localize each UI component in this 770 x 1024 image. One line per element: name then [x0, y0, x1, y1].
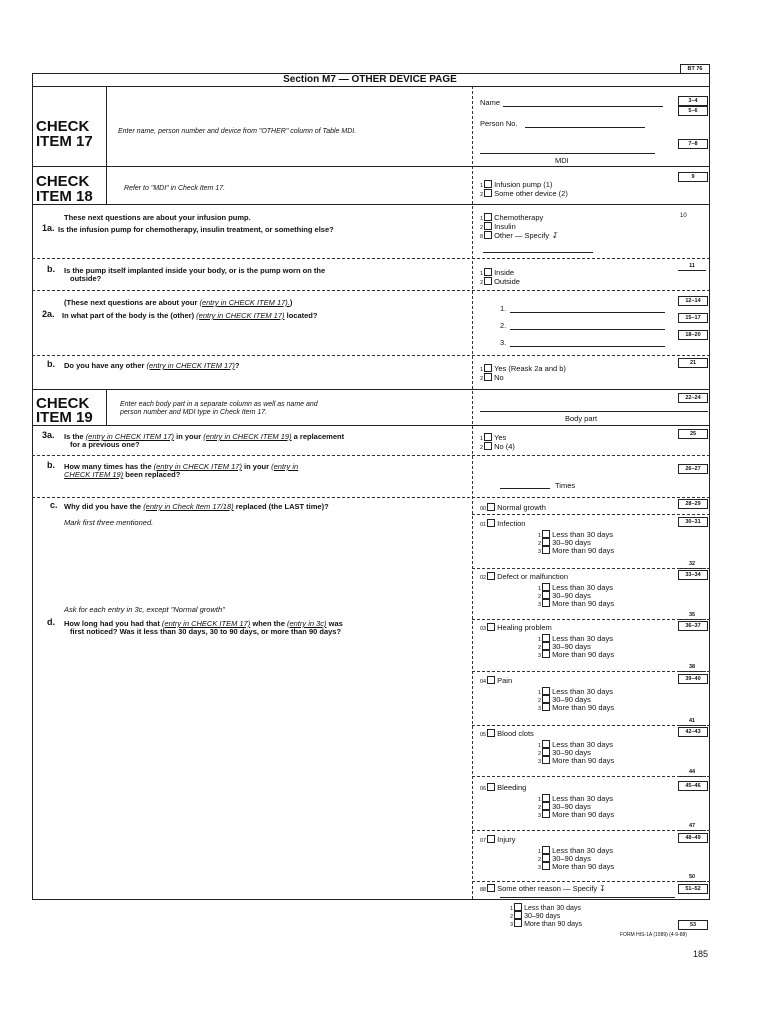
blood-clots-duration-1[interactable]: 1 Less than 30 days	[538, 740, 613, 749]
q1b-box: 11	[678, 262, 706, 271]
column-divider	[472, 86, 473, 899]
checkbox-icon[interactable]	[487, 729, 495, 737]
check19-instruction-1: Enter each body part in a separate column as well as name and	[120, 401, 318, 408]
q2b-text: Do you have any other (entry in CHECK ITEM 17)?	[64, 361, 240, 370]
q1a-option-1[interactable]: 1 Chemotherapy	[480, 213, 544, 222]
q2a-number: 2a.	[42, 309, 55, 319]
q2a-line-2-field[interactable]	[510, 329, 665, 330]
checkbox-icon[interactable]	[487, 676, 495, 684]
reason-blood-clots-box: 42–43	[678, 727, 708, 737]
check17-mdi-field[interactable]	[480, 153, 655, 154]
q3a-text-2: for a previous one?	[70, 440, 140, 449]
reason-infection[interactable]: 01 Infection	[480, 519, 526, 528]
q3b-times-label: Times	[555, 481, 576, 490]
check17-title-b: ITEM 17	[36, 133, 93, 150]
checkbox-icon[interactable]	[484, 433, 492, 441]
q1b-text-1: Is the pump itself implanted inside your body, or is the pump worn on the	[64, 266, 326, 275]
reason-other-specify-field[interactable]	[500, 897, 675, 898]
rule-q2a-q2b	[32, 355, 710, 356]
defect-duration-3[interactable]: 3 More than 90 days	[538, 599, 615, 608]
q3d-text-1: How long had you had that (entry in CHECK ITEM 17) when the (entry in 3c) was	[64, 619, 343, 628]
checkbox-icon[interactable]	[542, 530, 550, 538]
healing-duration-box: 38	[678, 663, 706, 672]
reason-infection-box: 30–31	[678, 517, 708, 527]
checkbox-icon[interactable]	[542, 846, 550, 854]
reason-normal-growth[interactable]: 00 Normal growth	[480, 503, 546, 512]
form-code: BT 76	[680, 64, 710, 74]
q2a-line-3-field[interactable]	[510, 346, 665, 347]
bleeding-duration-1[interactable]: 1 Less than 30 days	[538, 794, 613, 803]
reason-blood-clots[interactable]: 05 Blood clots	[480, 729, 534, 738]
q1a-option-2[interactable]: 2 Insulin	[480, 222, 516, 231]
q3b-text-1: How many times has the (entry in CHECK ITEM 17) in your (entry in	[64, 462, 299, 471]
reason-bleeding[interactable]: 06 Bleeding	[480, 783, 527, 792]
reason-rule	[472, 671, 710, 672]
checkbox-icon[interactable]	[487, 623, 495, 631]
check18-option-2[interactable]: 2 Some other device (2)	[480, 189, 568, 198]
injury-duration-box: 50	[678, 873, 706, 882]
check17-name-label: Name	[480, 98, 501, 107]
healing-duration-3[interactable]: 3 More than 90 days	[538, 650, 615, 659]
q2a-line-3-label: 3.	[500, 338, 507, 347]
check19-instruction-2: person number and MDI type in Check Item 17.	[120, 409, 268, 416]
other-duration-3[interactable]: 3 More than 90 days	[510, 921, 583, 928]
defect-duration-1[interactable]: 1 Less than 30 days	[538, 583, 613, 592]
checkbox-icon[interactable]	[542, 546, 550, 554]
checkbox-icon[interactable]	[484, 373, 492, 381]
check18-box: 9	[678, 172, 708, 182]
reason-defect-box: 33–34	[678, 570, 708, 580]
check17-box1: 3–4	[678, 96, 708, 106]
blood-clots-duration-box: 44	[678, 768, 706, 777]
rule-17-18	[32, 166, 710, 167]
rule-19-q3	[32, 425, 710, 426]
q3d-number: d.	[47, 617, 55, 627]
checkbox-icon[interactable]	[484, 442, 492, 450]
checkbox-icon[interactable]	[542, 634, 550, 642]
injury-duration-1[interactable]: 1 Less than 30 days	[538, 846, 613, 855]
checkbox-icon[interactable]	[484, 364, 492, 372]
q1a-box: 10	[680, 213, 687, 219]
checkbox-icon[interactable]	[487, 519, 495, 527]
check19-body-part-field[interactable]	[480, 411, 708, 412]
pain-duration-2[interactable]: 2 30–90 days	[538, 695, 591, 704]
arrow-down-icon: ↧	[599, 884, 606, 893]
q2a-line-1-label: 1.	[500, 304, 507, 313]
reason-pain[interactable]: 04 Pain	[480, 676, 513, 685]
rule-q1a-q1b	[32, 258, 710, 259]
checkbox-icon[interactable]	[542, 599, 550, 607]
q1a-number: 1a.	[42, 223, 55, 233]
checkbox-icon[interactable]	[542, 748, 550, 756]
bleeding-duration-box: 47	[678, 822, 706, 831]
injury-duration-2[interactable]: 2 30–90 days	[538, 854, 591, 863]
pain-duration-1[interactable]: 1 Less than 30 days	[538, 687, 613, 696]
checkbox-icon[interactable]	[542, 591, 550, 599]
blood-clots-duration-2[interactable]: 2 30–90 days	[538, 748, 591, 757]
q3a-number: 3a.	[42, 430, 55, 440]
reason-other-box: 51–52	[678, 884, 708, 894]
reason-rule	[472, 881, 710, 882]
checkbox-icon[interactable]	[487, 835, 495, 843]
check19-title-b: ITEM 19	[36, 409, 93, 426]
q3b-number: b.	[47, 460, 55, 470]
checkbox-icon[interactable]	[487, 783, 495, 791]
bleeding-duration-3[interactable]: 3 More than 90 days	[538, 810, 615, 819]
checkbox-icon[interactable]	[484, 268, 492, 276]
checkbox-icon[interactable]	[542, 810, 550, 818]
footer-form-number: FORM HIS-1A (1989) (4-9-88)	[620, 932, 687, 938]
q3c-instruction: Mark first three mentioned.	[64, 518, 154, 527]
checkbox-icon[interactable]	[542, 756, 550, 764]
q1a-option-3[interactable]: 8 Other — Specify ↧	[480, 231, 558, 240]
healing-duration-1[interactable]: 1 Less than 30 days	[538, 634, 613, 643]
rule-18-q1	[32, 204, 710, 205]
infection-duration-2[interactable]: 2 30–90 days	[538, 538, 591, 547]
q3d-text-2: first noticed? Was it less than 30 days, 30 to 90 days, or more than 90 days?	[70, 627, 342, 636]
reason-other[interactable]: 88 Some other reason — Specify ↧	[480, 884, 606, 893]
reason-bleeding-box: 45–46	[678, 781, 708, 791]
other-duration-1[interactable]: 1 Less than 30 days	[510, 905, 581, 912]
reason-rule	[472, 830, 710, 831]
blood-clots-duration-3[interactable]: 3 More than 90 days	[538, 756, 615, 765]
check17-name-field[interactable]	[503, 106, 663, 107]
q2b-option-2[interactable]: 2 No	[480, 373, 504, 382]
check18-instruction: Refer to "MDI" in Check Item 17.	[124, 185, 226, 192]
q2b-number: b.	[47, 359, 55, 369]
q1b-option-1[interactable]: 1 Inside	[480, 268, 515, 277]
page-number: 185	[693, 949, 709, 959]
q3d-instruction: Ask for each entry in 3c, except "Normal growth"	[64, 605, 225, 614]
checkbox-icon[interactable]	[484, 231, 492, 239]
q3c-number: c.	[50, 500, 58, 510]
rule-q3b-q3c	[32, 497, 710, 498]
infection-duration-3[interactable]: 3 More than 90 days	[538, 546, 615, 555]
check19-body-part-label: Body part	[565, 414, 598, 423]
check17-title-a: CHECK	[36, 118, 90, 135]
rule-q2-19	[32, 389, 710, 390]
q2b-box: 21	[678, 358, 708, 368]
check18-title-a: CHECK	[36, 173, 90, 190]
other-duration-box: 53	[678, 920, 708, 930]
q3c-text: Why did you have the (entry in Check Item 17/18) replaced (the LAST time)?	[64, 502, 329, 511]
check17-box3: 7–8	[678, 139, 708, 149]
q1b-text-2: outside?	[70, 274, 102, 283]
checkbox-icon[interactable]	[542, 703, 550, 711]
reason-healing-box: 36–37	[678, 621, 708, 631]
checkbox-icon[interactable]	[484, 222, 492, 230]
q3a-text-1: Is the (entry in CHECK ITEM 17) in your (entry in CHECK ITEM 19) a replacement	[64, 432, 345, 441]
frame-bottom	[32, 899, 710, 900]
checkbox-icon[interactable]	[542, 687, 550, 695]
q2a-box3: 18–20	[678, 330, 708, 340]
check17-box2: 5–6	[678, 106, 708, 116]
q1a-text: Is the infusion pump for chemotherapy, insulin treatment, or something else?	[58, 225, 334, 234]
checkbox-icon[interactable]	[542, 862, 550, 870]
check19-box: 22–24	[678, 393, 708, 403]
rule-q3a-q3b	[32, 455, 710, 456]
checkbox-icon[interactable]	[542, 538, 550, 546]
check18-title-b: ITEM 18	[36, 188, 93, 205]
checkbox-icon[interactable]	[542, 642, 550, 650]
section-title: Section M7 — OTHER DEVICE PAGE	[283, 74, 457, 85]
q2a-box2: 15–17	[678, 313, 708, 323]
check18-divider	[106, 166, 107, 204]
checkbox-icon[interactable]	[514, 919, 522, 927]
q2a-line-2-label: 2.	[500, 321, 507, 330]
reason-rule	[472, 619, 710, 620]
checkbox-icon[interactable]	[484, 213, 492, 221]
check18-option-1[interactable]: 1 Infusion pump (1)	[480, 180, 553, 189]
check17-instruction: Enter name, person number and device from "OTHER" column of Table MDI.	[118, 128, 357, 135]
reason-normal-growth-box: 28–29	[678, 499, 708, 509]
q1a-specify-field[interactable]	[483, 252, 593, 253]
check17-person-label: Person No.	[480, 119, 518, 128]
q3a-box: 25	[678, 429, 708, 439]
checkbox-icon[interactable]	[487, 572, 495, 580]
infection-duration-1[interactable]: 1 Less than 30 days	[538, 530, 613, 539]
check19-divider	[106, 389, 107, 425]
checkbox-icon[interactable]	[542, 802, 550, 810]
infection-duration-box: 32	[678, 560, 706, 569]
healing-duration-2[interactable]: 2 30–90 days	[538, 642, 591, 651]
pain-duration-box: 41	[678, 717, 706, 726]
checkbox-icon[interactable]	[487, 884, 495, 892]
reason-pain-box: 39–40	[678, 674, 708, 684]
checkbox-icon[interactable]	[484, 277, 492, 285]
frame-left	[32, 73, 33, 899]
check17-mdi-label: MDI	[555, 156, 569, 165]
rule-q1-q2	[32, 290, 710, 291]
checkbox-icon[interactable]	[514, 903, 522, 911]
injury-duration-3[interactable]: 3 More than 90 days	[538, 862, 615, 871]
reason-injury-box: 48–49	[678, 833, 708, 843]
q2b-option-1[interactable]: 1 Yes (Reask 2a and b)	[480, 364, 566, 373]
defect-duration-box: 35	[678, 611, 706, 620]
q2-intro: (These next questions are about your (entry in CHECK ITEM 17).)	[64, 298, 293, 307]
defect-duration-2[interactable]: 2 30–90 days	[538, 591, 591, 600]
checkbox-icon[interactable]	[542, 695, 550, 703]
checkbox-icon[interactable]	[514, 911, 522, 919]
pain-duration-3[interactable]: 3 More than 90 days	[538, 703, 615, 712]
checkbox-icon[interactable]	[484, 180, 492, 188]
checkbox-icon[interactable]	[542, 650, 550, 658]
check17-divider	[106, 86, 107, 166]
reason-rule	[472, 776, 710, 777]
reason-rule	[472, 568, 710, 569]
checkbox-icon[interactable]	[542, 740, 550, 748]
q1-intro: These next questions are about your infusion pump.	[64, 213, 251, 222]
q2a-box1: 12–14	[678, 296, 708, 306]
q3a-option-1[interactable]: 1 Yes	[480, 433, 507, 442]
q3b-text-2: CHECK ITEM 19) been replaced?	[64, 470, 181, 479]
q2a-text: In what part of the body is the (other) (entry in CHECK ITEM 17) located?	[62, 311, 318, 320]
checkbox-icon[interactable]	[542, 794, 550, 802]
q1b-option-2[interactable]: 2 Outside	[480, 277, 520, 286]
q3b-box: 26–27	[678, 464, 708, 474]
q3b-times-field[interactable]	[500, 488, 550, 489]
checkbox-icon[interactable]	[484, 189, 492, 197]
q3a-option-2[interactable]: 2 No (4)	[480, 442, 515, 451]
bleeding-duration-2[interactable]: 2 30–90 days	[538, 802, 591, 811]
reason-injury[interactable]: 07 Injury	[480, 835, 516, 844]
checkbox-icon[interactable]	[487, 503, 495, 511]
q1b-number: b.	[47, 264, 55, 274]
arrow-down-icon: ↧	[551, 231, 558, 240]
q2a-line-1-field[interactable]	[510, 312, 665, 313]
reason-rule	[472, 514, 710, 515]
check17-person-field[interactable]	[525, 127, 645, 128]
section-header-rule	[32, 86, 710, 87]
reason-rule	[472, 725, 710, 726]
check19-title-a: CHECK	[36, 395, 90, 412]
other-duration-2[interactable]: 2 30–90 days	[510, 913, 561, 920]
reason-defect[interactable]: 02 Defect or malfunction	[480, 572, 568, 581]
checkbox-icon[interactable]	[542, 854, 550, 862]
checkbox-icon[interactable]	[542, 583, 550, 591]
reason-healing[interactable]: 03 Healing problem	[480, 623, 552, 632]
